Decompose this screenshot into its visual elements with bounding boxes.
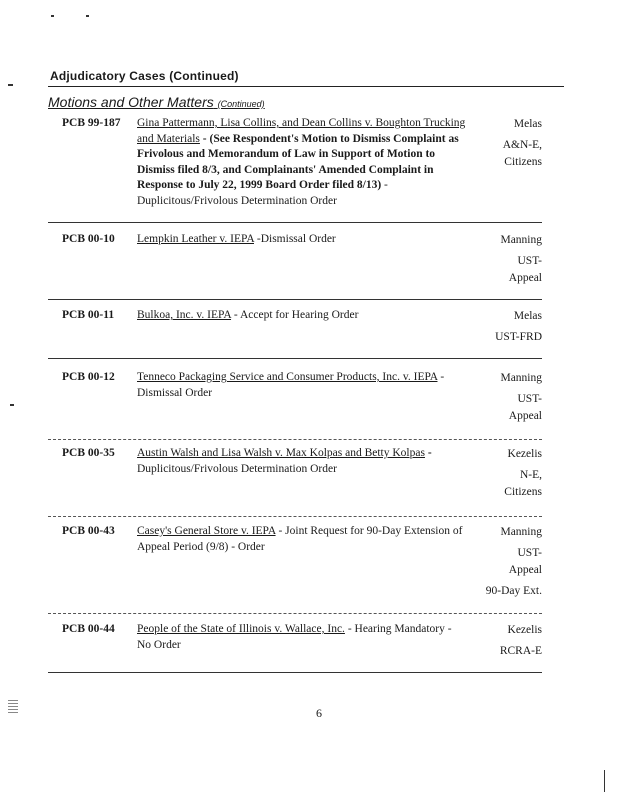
case-description <box>137 622 467 653</box>
case-name: Gina Pattermann, Lisa Collins, and Dean Collins v. Boughton Trucking and Materials <box>137 117 466 145</box>
scan-speck <box>604 770 605 792</box>
case-number: PCB 99-187 <box>62 117 121 129</box>
case-number: PCB 00-12 <box>62 371 115 383</box>
board-member: Melas <box>513 310 542 322</box>
case-meta <box>462 622 542 660</box>
heading-rule <box>48 86 564 87</box>
case-type: N-E, <box>519 469 542 481</box>
case-description <box>137 116 467 209</box>
scan-speck <box>51 15 54 17</box>
case-description <box>137 524 467 555</box>
case-name: People of the State of Illinois v. Wallace, Inc. <box>137 623 345 635</box>
board-member: Kezelis <box>507 448 542 460</box>
case-meta <box>462 232 542 287</box>
case-action: -Dismissal Order <box>254 233 336 245</box>
case-action: - Dismissal Order <box>137 371 445 399</box>
row-divider <box>48 299 542 300</box>
board-member: Manning <box>500 372 542 384</box>
case-action: - Hearing Mandatory - No Order <box>137 623 452 651</box>
board-member: Manning <box>500 526 542 538</box>
case-type: UST- <box>517 255 542 267</box>
row-divider <box>48 222 542 223</box>
case-type: A&N-E, <box>502 139 542 151</box>
case-action: Duplicitous/Frivolous Determination Order <box>137 462 337 475</box>
case-type: Citizens <box>504 486 542 498</box>
section-heading <box>50 69 239 83</box>
board-member: Kezelis <box>507 624 542 636</box>
case-type: Appeal <box>508 272 542 284</box>
subsection-title: Motions and Other Matters <box>48 94 214 110</box>
case-name: Tenneco Packaging Service and Consumer Products, Inc. v. IEPA <box>137 371 438 383</box>
case-number: PCB 00-11 <box>62 309 115 321</box>
case-number: PCB 00-44 <box>62 623 115 635</box>
case-description <box>137 370 467 401</box>
case-number: PCB 00-43 <box>62 525 115 537</box>
case-meta <box>462 308 542 346</box>
case-name: Casey's General Store v. IEPA <box>137 525 276 537</box>
case-number: PCB 00-35 <box>62 447 115 459</box>
case-type: Citizens <box>504 156 542 168</box>
case-name: Austin Walsh and Lisa Walsh v. Max Kolpas and Betty Kolpas <box>137 447 425 459</box>
subsection-title-suffix: (Continued) <box>217 99 265 109</box>
row-divider <box>48 613 542 614</box>
case-action: - Joint Request for 90-Day Extension of Appeal Period (9/8) - Order <box>137 525 463 553</box>
case-action: - Duplicitous/Frivolous Determination Order <box>137 179 388 207</box>
case-type: Appeal <box>508 410 542 422</box>
section-title: Adjudicatory Cases <box>50 69 166 83</box>
row-divider <box>48 439 542 440</box>
case-meta <box>462 446 542 501</box>
case-meta <box>462 524 542 600</box>
case-name: Lempkin Leather v. IEPA <box>137 233 254 245</box>
row-divider <box>48 358 542 359</box>
case-number: PCB 00-10 <box>62 233 115 245</box>
board-member: Manning <box>500 234 542 246</box>
case-type: UST-FRD <box>495 331 542 343</box>
case-type: 90-Day Ext. <box>485 585 542 597</box>
case-name: Bulkoa, Inc. v. IEPA <box>137 309 232 321</box>
case-description <box>137 446 467 477</box>
row-divider <box>48 672 542 673</box>
case-type: RCRA-E <box>499 645 542 657</box>
row-divider <box>48 516 542 517</box>
case-note: - <box>424 447 432 459</box>
board-member: Melas <box>513 118 542 130</box>
case-type: Appeal <box>508 564 542 576</box>
scan-speck <box>86 15 89 17</box>
scan-speck <box>8 700 18 714</box>
case-description <box>137 232 467 248</box>
case-description <box>137 308 467 324</box>
case-action: - Accept for Hearing Order <box>231 309 359 321</box>
case-note: - (See Respondent's Motion to Dismiss Complaint as Frivolous and Memorandum of Law in Support of Motion to Dismiss filed 8/3, and Complainants' Amended Complaint in Response to July 22, 1999 Board Order filed 8/13) <box>137 132 459 191</box>
section-title-suffix: (Continued) <box>169 69 239 83</box>
subsection-heading <box>48 94 265 110</box>
page-number: 6 <box>316 706 322 720</box>
case-type: UST- <box>517 547 542 559</box>
case-type: UST- <box>517 393 542 405</box>
scan-speck <box>10 404 14 406</box>
case-meta <box>462 116 542 171</box>
scan-speck <box>8 84 13 86</box>
case-meta <box>462 370 542 425</box>
